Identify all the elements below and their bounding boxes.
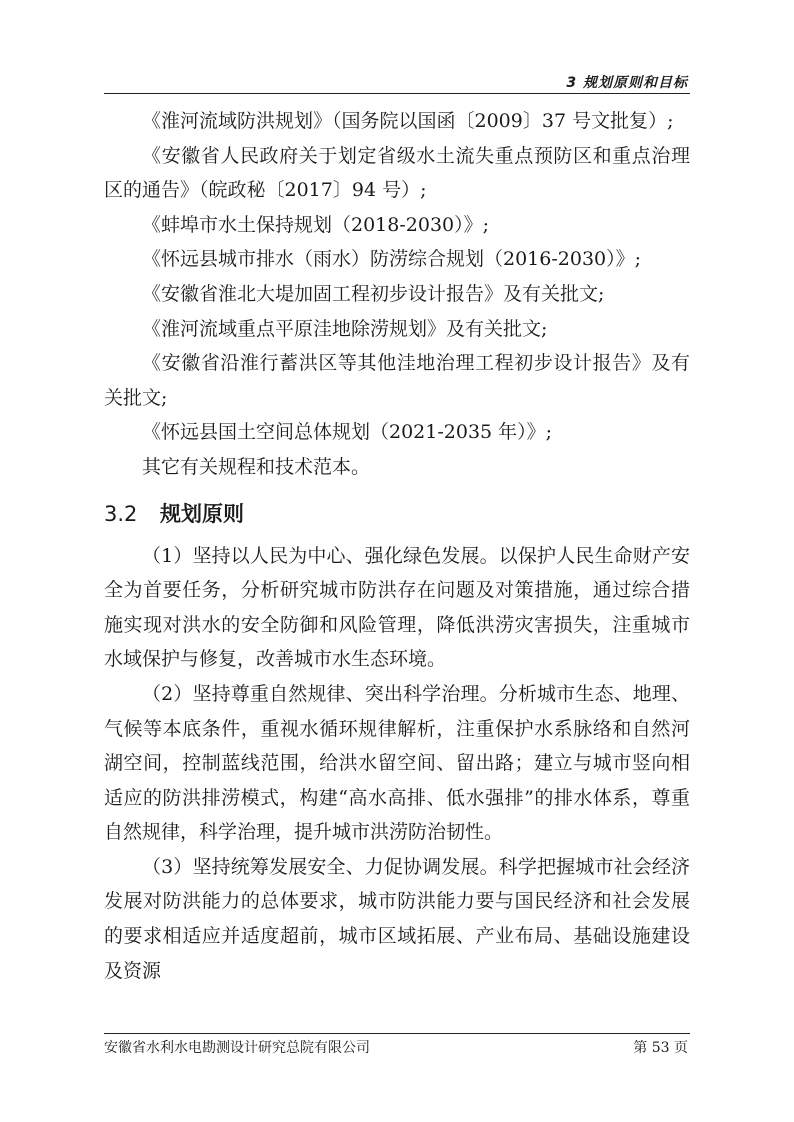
header-rule (104, 93, 690, 94)
principle-paragraph: （1）坚持以人民为中心、强化绿色发展。以保护人民生命财产安全为首要任务，分析研究城市防洪存在问题及对策措施，通过综合措施实现对洪水的安全防御和风险管理，降低洪涝灾害损失，注重城市水域保护与修复，改善城市水生态环境。 (104, 544, 690, 671)
page-body (104, 104, 690, 988)
principle-paragraph: （3）坚持统筹发展安全、力促协调发展。科学把握城市社会经济发展对防洪能力的总体要求，城市防洪能力要与国民经济和社会发展的要求相适应并适度超前，城市区域拓展、产业布局、基础设施建设及资源 (104, 855, 690, 982)
reference-item: 《安徽省淮北大堤加固工程初步设计报告》及有关批文; (142, 282, 605, 305)
footer-organization: 安徽省水利水电勘测设计研究总院有限公司 (104, 1040, 370, 1056)
reference-item: 《安徽省沿淮行蓄洪区等其他洼地治理工程初步设计报告》及有关批文; (104, 352, 690, 409)
section-heading (104, 495, 690, 533)
section-title: 规划原则 (160, 501, 244, 526)
reference-item: 《怀远县国土空间总体规划（2021-2035 年）》; (142, 421, 553, 444)
reference-item: 《怀远县城市排水（雨水）防涝综合规划（2016-2030）》; (142, 248, 642, 271)
principle-paragraph: （2）坚持尊重自然规律、突出科学治理。分析城市生态、地理、气候等本底条件，重视水循环规律解析，注重保护水系脉络和自然河湖空间，控制蓝线范围，给洪水留空间、留出路；建立与城市竖向相适应的防洪排涝模式，构建“高水高排、低水强排”的排水体系，尊重自然规律，科学治理，提升城市洪涝防治韧性。 (104, 682, 690, 844)
section-number: 3.2 (104, 501, 138, 526)
page-number: 第 53 页 (633, 1040, 688, 1056)
reference-item: 《蚌埠市水土保持规划（2018-2030）》; (142, 213, 490, 236)
reference-item: 其它有关规程和技术范本。 (142, 455, 371, 478)
running-header: 3 规划原则和目标 (566, 75, 688, 91)
footer-rule (104, 1033, 690, 1034)
reference-item: 《淮河流域防洪规划》（国务院以国函〔2009〕37 号文批复）; (142, 110, 674, 132)
reference-item: 《淮河流域重点平原洼地除涝规划》及有关批文; (142, 317, 548, 340)
reference-item: 《安徽省人民政府关于划定省级水土流失重点预防区和重点治理区的通告》（皖政秘〔2017〕94 号）; (104, 144, 690, 202)
